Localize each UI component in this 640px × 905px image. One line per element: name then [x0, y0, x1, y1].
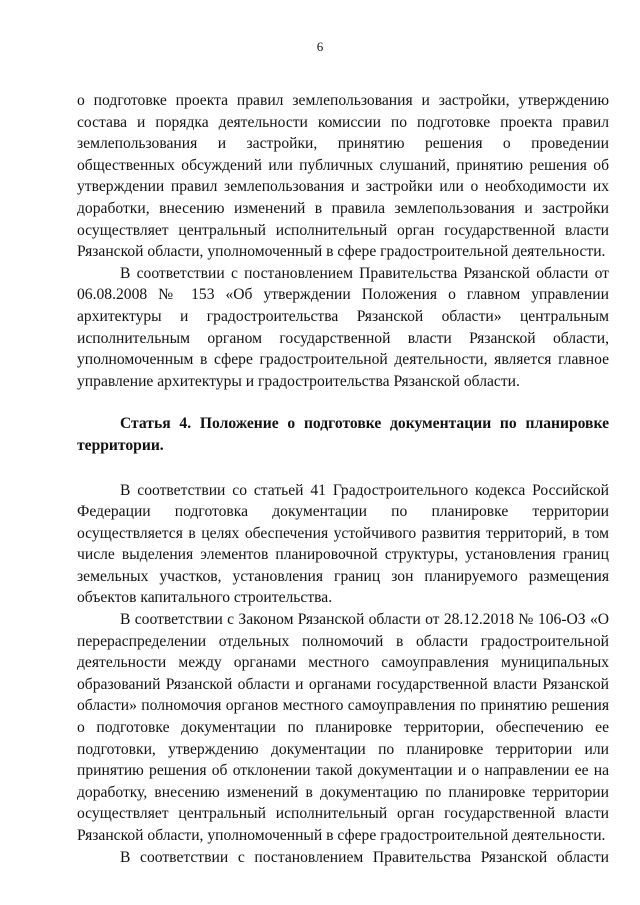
paragraph-resolution-start: В соответствии с постановлением Правительства Рязанской области [120, 848, 609, 866]
document-body [77, 90, 609, 868]
paragraph-article-41: В соответствии со статьей 41 Градостроительного кодекса Российской Федерации подготовка документации по планировке территории осуществляется в целях обеспечения устойчивого развития территорий, в том числе выделения элементов планировочной структуры, установления границ земельных участков, установления границ зон планируемого размещения объектов капитального строительства. [77, 481, 609, 607]
paragraph-law-106-oz: В соответствии с Законом Рязанской области от 28.12.2018 № 106-ОЗ «О перераспределении отдельных полномочий в области градостроительной деятельности между органами местного самоуправления муниципальных образований Рязанской области и органами государственной власти Рязанской области» полномочия органов местного самоуправления по принятию решения о подготовке документации по планировке территории, обеспечению ее подготовки, утверждению документации по планировке территории или принятию решения об отклонении такой документации и о направлении ее на доработку, внесению изменений в документацию по планировке территории осуществляет центральный исполнительный орган государственной власти Рязанской области, уполномоченный в сфере градостроительной деятельности. [77, 611, 609, 844]
page-number: 6 [316, 39, 324, 54]
paragraph-resolution-153: В соответствии с постановлением Правительства Рязанской области от 06.08.2008 № 153 «Об утверждении Положения о главном управлении архитектуры и градостроительства Рязанской области» центральным исполнительным органом государственной власти Рязанской области, уполномоченным в сфере градостроительной деятельности, является главное управление архитектуры и градостроительства Рязанской области. [77, 264, 609, 390]
article-4-heading: Статья 4. Положение о подготовке документации по планировке территории. [77, 415, 609, 454]
paragraph-continuation: о подготовке проекта правил землепользования и застройки, утверждению состава и порядка деятельности комиссии по подготовке проекта правил землепользования и застройки, принятию решения о проведении общественных обсуждений или публичных слушаний, принятию решения об утверждении правил землепользования и застройки или о необходимости их доработки, внесению изменений в правила землепользования и застройки осуществляет центральный исполнительный орган государственной власти Рязанской области, уполномоченный в сфере градостроительной деятельности. [77, 92, 609, 261]
